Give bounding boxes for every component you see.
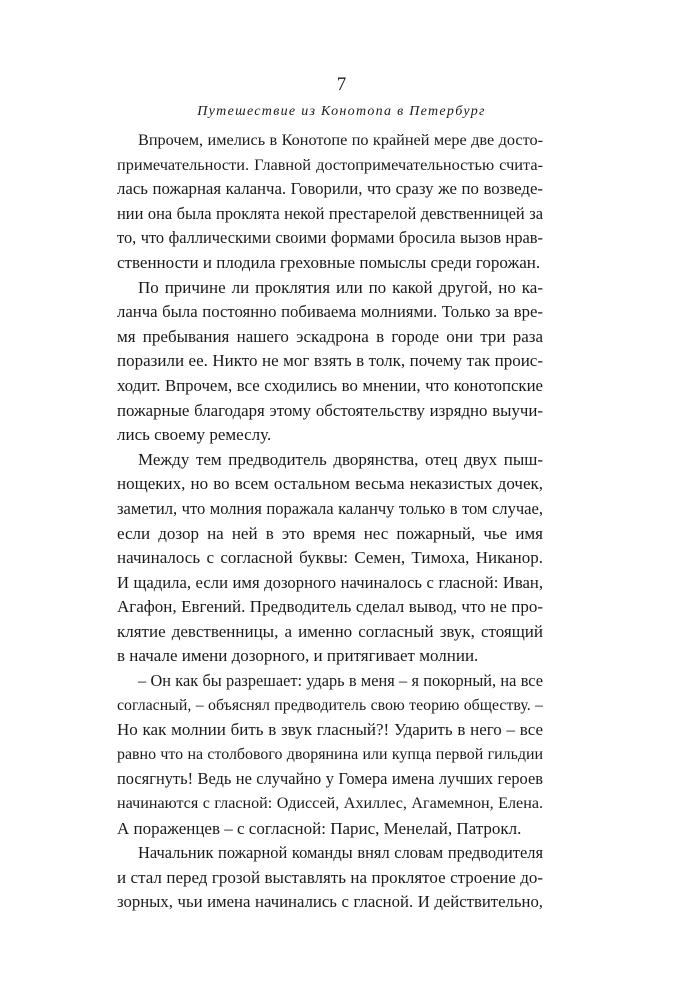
text-line: Между тем предводитель дворянства, отец двух пыш- [138,449,543,469]
text-line: клятие девственницы, а именно согласный звук, стоящий [117,621,543,641]
text-line: Начальник пожарной команды внял словам предводителя [138,843,543,863]
text-line: поразили ее. Никто не мог взять в толк, почему так проис- [117,351,543,371]
text-line: ственности и плодила греховные помыслы среди горожан. [117,252,541,272]
text-line: то, что фаллическими своими формами бросила вызов нрав- [117,228,543,248]
text-line: примечательности. Главной достопримечательностью счита- [117,154,543,174]
text-line: нощеких, но во всем остальном весьма неказистых дочек, [117,474,543,494]
text-line: лись своему ремеслу. [117,425,272,445]
text-line: ланча была постоянно побиваема молниями. Только за вре- [117,302,543,322]
text-line: нии она была проклята некой престарелой девственницей за [117,203,543,223]
text-line: заметил, что молния поражала каланчу только в том случае, [117,498,543,518]
text-line: А пораженцев – с согласной: Парис, Менелай, Патрокл. [117,818,522,838]
text-line: пожарные благодаря этому обстоятельству изрядно выучи- [117,400,543,420]
text-line: лась пожарная каланча. Говорили, что сразу же по возведе- [117,179,543,199]
text-line: По причине ли проклятия или по какой другой, но ка- [138,277,543,297]
page-number: 7 [336,74,347,95]
paragraph [117,841,543,915]
text-line: согласный, – объяснял предводитель свою теорию обществу. – [117,696,543,714]
text-line: мя пребывания нашего эскадрона в городе они три раза [117,326,543,346]
text-line: Впрочем, имелись в Конотопе по крайней мере две досто- [138,131,543,149]
running-head: Путешествие из Конотопа в Петербург [197,104,486,119]
body-text [117,128,543,915]
text-line: посягнуть! Ведь не случайно у Гомера имена лучших героев [117,769,543,789]
text-line: в начале имени дозорного, и притягивает молнии. [117,646,479,666]
text-line: И щадила, если имя дозорного начиналось с гласной: Иван, [117,572,543,592]
text-line: начинаются с гласной: Одиссей, Ахиллес, Агамемнон, Елена. [117,795,543,813]
text-line: если дозор на ней в это время нес пожарный, чье имя [117,523,543,543]
text-line: начиналось с согласной буквы: Семен, Тимоха, Никанор. [117,548,543,568]
paragraph [117,128,543,276]
text-line: зорных, чьи имена начинались с гласной. И действительно, [117,892,543,912]
paragraph [117,448,543,669]
paragraph [117,669,543,841]
text-line: равно что на столбового дворянина или купца первой гильдии [117,745,543,763]
paragraph [117,276,543,448]
text-line: Но как молнии бить в звук гласный?! Ударить в него – все [117,720,543,740]
text-line: ходит. Впрочем, все сходились во мнении, что конотопские [117,375,543,395]
text-line: Агафон, Евгений. Предводитель сделал вывод, что не про- [117,597,543,617]
text-line: и стал перед грозой выставлять на проклятое строение до- [117,867,543,887]
text-line: – Он как бы разрешает: ударь в меня – я покорный, на все [138,671,543,691]
